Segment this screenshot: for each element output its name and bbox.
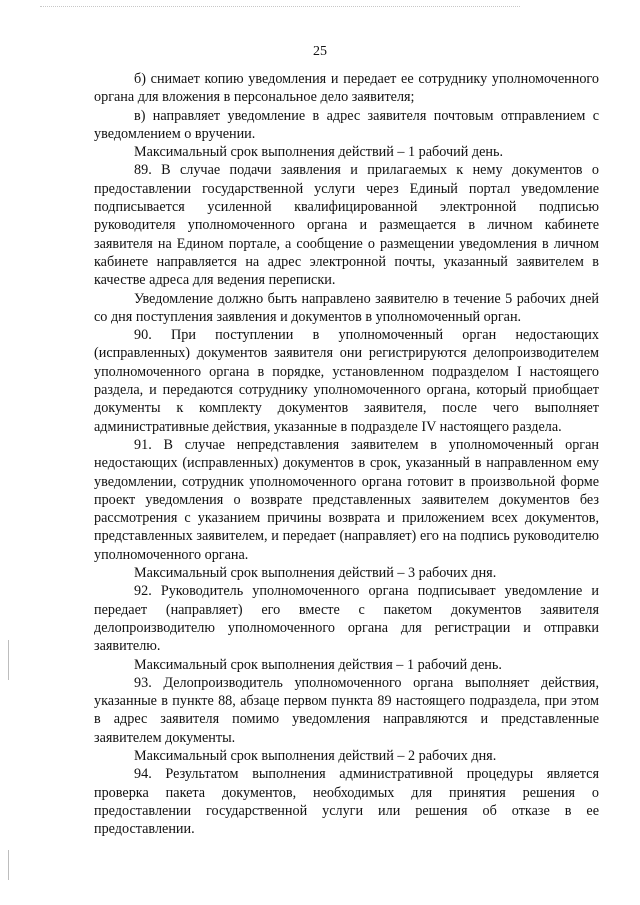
scan-artifact-line xyxy=(40,6,520,8)
paragraph: 90. При поступлении в уполномоченный орган недостающих (исправленных) документов заявителя они регистрируются делопроизводителем уполномоченного органа в порядке, установленном подразделом I настоящего раздела, и передаются сотруднику уполномоченного органа, который приобщает документы к комплекту документов заявителя, после чего выполняет административные действия, указанные в подразделе IV настоящего раздела. xyxy=(94,327,599,435)
scan-edge-mark xyxy=(8,850,9,880)
paragraph: Максимальный срок выполнения действий – 3 рабочих дня. xyxy=(134,565,497,582)
paragraph: Максимальный срок выполнения действий – 1 рабочий день. xyxy=(134,144,503,161)
paragraph: в) направляет уведомление в адрес заявителя почтовым отправлением с уведомлением о вручении. xyxy=(94,107,599,142)
paragraph: Максимальный срок выполнения действий – 2 рабочих дня. xyxy=(134,747,497,764)
paragraph: 89. В случае подачи заявления и прилагаемых к нему документов о предоставлении государственной услуги через Единый портал уведомление подписывается усиленной квалифицированной электронной подписью руководителя уполномоченного органа и размещается в личном кабинете заявителя на Едином портале, а сообщение о размещении уведомления в личном кабинете направляется на адрес электронной почты, указанный заявителем в качестве адреса для ведения переписки. xyxy=(94,162,599,289)
paragraph: 93. Делопроизводитель уполномоченного органа выполняет действия, указанные в пункте 88, абзаце первом пункта 89 настоящего подраздела, при этом в адрес заявителя помимо уведомления направляются и представленные заявителем документы. xyxy=(94,674,599,746)
page-number: 25 xyxy=(313,44,327,59)
paragraph: б) снимает копию уведомления и передает ее сотруднику уполномоченного органа для вложения в персональное дело заявителя; xyxy=(94,71,599,106)
paragraph: 94. Результатом выполнения административной процедуры является проверка пакета документов, необходимых для принятия решения о предоставлении государственной услуги или решения об отказе в ее предоставлении. xyxy=(94,766,599,838)
paragraph: 91. В случае непредставления заявителем в уполномоченный орган недостающих (исправленных) документов в срок, указанный в направленном ему уведомлении, сотрудник уполномоченного органа готовит в произвольной форме проект уведомления о возврате представленных заявителем документов без рассмотрения с указанием причины возврата и приложением всех документов, представленных заявителем, и передает (направляет) его на подпись руководителю уполномоченного органа. xyxy=(94,436,599,563)
paragraph: 92. Руководитель уполномоченного органа подписывает уведомление и передает (направляет) его вместе с пакетом документов заявителя делопроизводителю уполномоченного органа для регистрации и отправки заявителю. xyxy=(94,583,599,655)
paragraph: Уведомление должно быть направлено заявителю в течение 5 рабочих дней со дня поступления заявления и документов в уполномоченный орган. xyxy=(94,290,599,325)
paragraph: Максимальный срок выполнения действия – 1 рабочий день. xyxy=(134,656,502,673)
document-body xyxy=(94,70,599,838)
scan-edge-mark xyxy=(8,640,9,680)
